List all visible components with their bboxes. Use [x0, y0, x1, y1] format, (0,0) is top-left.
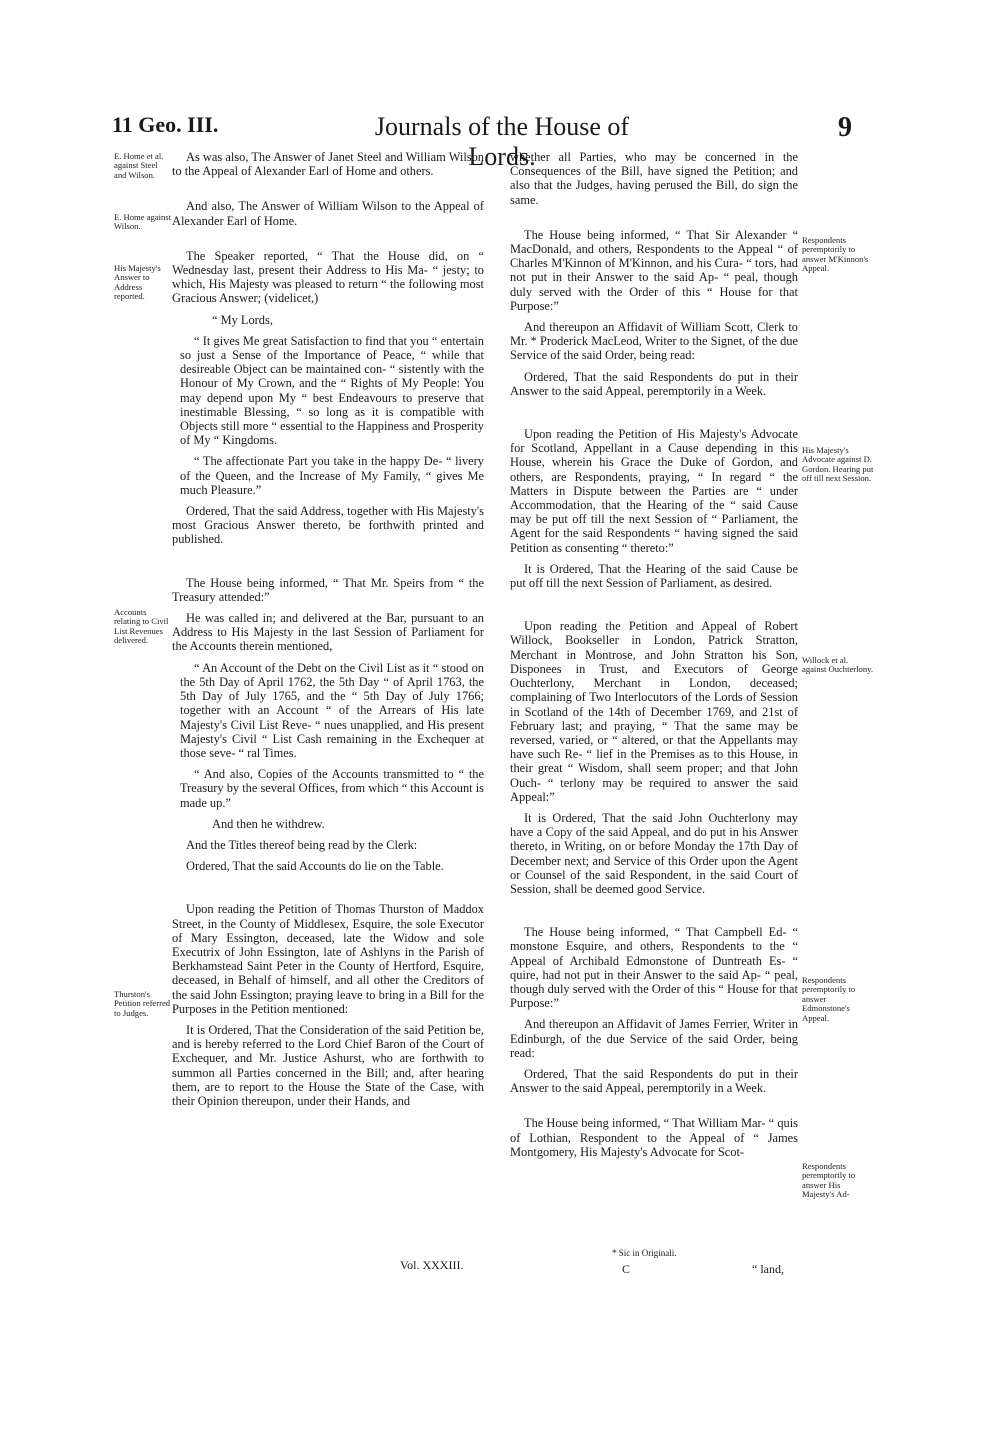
paragraph: “ And also, Copies of the Accounts transmitted to “ the Treasury by the several Offices, from which “ this Account is made up.” — [180, 767, 484, 810]
paragraph: Ordered, That the said Address, together with His Majesty's most Gracious Answer thereto, be forthwith printed and published. — [172, 504, 484, 547]
right-margin-note: Willock et al. against Ouchterlony. — [802, 655, 874, 675]
paragraph: whether all Parties, who may be concerned in the Consequences of the Bill, have signed the Petition; and also that the Judges, having perused the Bill, do sign the same. — [510, 150, 798, 207]
paragraph: Upon reading the Petition of Thomas Thurston of Maddox Street, in the County of Middlesex, Esquire, the sole Executor of Mary Essington, deceased, late the Widow and sole Executrix of John Essington, late of Ashlyns in the Parish of Berkhamstead Saint Peter in the County of Hertford, Esquire, deceased, in Behalf of himself, and all other the Creditors of the said John Essington; praying leave to bring in a Bill for the Purposes in the Petition mentioned: — [172, 902, 484, 1016]
paragraph: The House being informed, “ That Mr. Speirs from “ the Treasury attended:” — [172, 575, 484, 604]
left-margin-note: His Majesty's Answer to Address reported. — [114, 263, 161, 302]
regnal-year: 11 Geo. III. — [112, 112, 219, 137]
volume-number: Vol. XXXIII. — [400, 1258, 464, 1272]
paragraph: Upon reading the Petition of His Majesty's Advocate for Scotland, Appellant in a Cause depending in this House, wherein his Grace the Duke of Gordon, and others, are Respondents, praying, “ In regard “ the Matters in Dispute between the Parties are “ under Accommodation, that the Hearing of the “ said Cause may be put off till the next Session of “ Parliament, the Agent for the said Respondents “ having signed the said Petition as consenting “ thereto:” — [510, 427, 798, 555]
left-margin-note: Accounts relating to Civil List Revenues delivered. — [114, 607, 169, 646]
paragraph: It is Ordered, That the Consideration of the said Petition be, and is hereby referred to the Lord Chief Baron of the Court of Exchequer, and Mr. Justice Ashurst, who are forthwith to summon all Parties concerned in the Bill; and, after hearing them, are to report to the House the State of the Case, with their Opinion thereupon, under their Hands, and — [172, 1022, 484, 1108]
right-column — [510, 150, 798, 1166]
paragraph: And thereupon an Affidavit of James Ferrier, Writer in Edinburgh, of the due Service of the said Order, being read: — [510, 1017, 798, 1060]
catchword: “ land, — [752, 1262, 784, 1276]
paragraph: The House being informed, “ That Campbell Ed- “ monstone Esquire, and others, Respondents to the “ Appeal of Archibald Edmonstone of Duntreath Es- “ quire, had not put in their Answer to the said Ap- “ peal, though duly served with the Order of this “ House for that Purpose:” — [510, 925, 798, 1011]
salutation: “ My Lords, — [212, 312, 273, 327]
left-margin-note: Thurston's Petition referred to Judges. — [114, 989, 171, 1018]
right-margin-note: His Majesty's Advocate against D. Gordon. Hearing put off till next Session. — [802, 445, 874, 484]
paragraph: It is Ordered, That the Hearing of the said Cause be put off till the next Session of Parliament, as desired. — [510, 561, 798, 591]
paragraph: And thereupon an Affidavit of William Scott, Clerk to Mr. * Proderick MacLeod, Writer to the Signet, of the due Service of the said Order, being read: — [510, 320, 798, 363]
paragraph: “ The affectionate Part you take in the happy De- “ livery of the Queen, and the Increase of My Family, “ gives Me much Pleasure.” — [180, 454, 484, 497]
left-margin-note: E. Home et al. against Steel and Wilson. — [114, 151, 164, 180]
right-margin-note: Respondents peremptorily to answer M'Kinnon's Appeal. — [802, 235, 869, 274]
paragraph: Upon reading the Petition and Appeal of Robert Willock, Bookseller in London, Patrick Stratton, Merchant in Montrose, and John Stratton his Son, Disponees in Trust, and Executors of George Ouchterlony, Merchant in London, deceased; complaining of Two Interlocutors of the Lords of Session in Scotland of the 14th of December 1769, and 21st of February last; and praying, “ That the same may be reversed, varied, or “ altered, or that the Appellants may have such Re- “ lief in the Premises as to this House, in their great “ Wisdom, shall seem proper; and that John Ouch- “ terlony may be required to answer the said Appeal:” — [510, 619, 798, 804]
left-column — [172, 150, 484, 1115]
paragraph: “ An Account of the Debt on the Civil List as it “ stood on the 5th Day of April 1762, the 5th Day “ of April 1763, the 5th Day of July 1765, and the “ 5th Day of July 1766; together with an Account “ of the Arrears of His late Majesty's Civil List Reve- “ nues unapplied, and His present Majesty's Civil “ List Cash remaining in the Exchequer at those seve- “ ral Times. — [180, 660, 484, 760]
paragraph: The Speaker reported, “ That the House did, on “ Wednesday last, present their Address to His Ma- “ jesty; to which, His Majesty was pleased to return “ the following most Gracious Answer; (videlicet,) — [172, 248, 484, 306]
paragraph: Ordered, That the said Accounts do lie on the Table. — [186, 859, 444, 874]
paragraph: “ It gives Me great Satisfaction to find that you “ entertain so just a Sense of the Importance of Peace, “ while that desireable Object can be maintained con- “ sistently with the Honour of My Crown, and the “ Rights of My People: You may depend upon My “ best Endeavours to preserve that inestimable Blessing, “ so long as it is compatible with Objects still more “ essential to the Happiness and Prosperity of My “ Kingdoms. — [180, 333, 484, 448]
paragraph: Ordered, That the said Respondents do put in their Answer to the said Appeal, peremptorily in a Week. — [510, 369, 798, 398]
paragraph: He was called in; and delivered at the Bar, pursuant to an Address to His Majesty in the last Session of Parliament for the Accounts therein mentioned, — [172, 611, 484, 654]
paragraph: As was also, The Answer of Janet Steel and William Wilson to the Appeal of Alexander Earl of Home and others. — [172, 150, 484, 179]
page-title: Journals of the House of Lords. — [374, 112, 630, 171]
left-margin-note: E. Home against Wilson. — [114, 212, 172, 232]
paragraph: And the Titles thereof being read by the Clerk: — [186, 837, 418, 852]
right-margin-note: Respondents peremptorily to answer Edmonstone's Appeal. — [802, 975, 856, 1023]
paragraph: The House being informed, “ That William Mar- “ quis of Lothian, Respondent to the Appeal of “ James Montgomery, His Majesty's Advocate for Scot- — [510, 1116, 798, 1159]
paragraph: And also, The Answer of William Wilson to the Appeal of Alexander Earl of Home. — [172, 199, 484, 228]
right-margin-note: Respondents peremptorily to answer His Majesty's Ad- — [802, 1161, 856, 1200]
signature-mark: C — [622, 1262, 631, 1276]
paragraph: The House being informed, “ That Sir Alexander “ MacDonald, and others, Respondents to the Appeal “ of Charles M'Kinnon of M'Kinnon, and his Cura- “ tors, had not put in their Answer to the said Ap- “ peal, though duly served with the Order of this “ House for that Purpose:” — [510, 227, 798, 313]
paragraph: Ordered, That the said Respondents do put in their Answer to the said Appeal, peremptorily in a Week. — [510, 1066, 798, 1096]
page-number: 9 — [838, 112, 852, 143]
paragraph: It is Ordered, That the said John Ouchterlony may have a Copy of the said Appeal, and do put in his Answer thereto, in Writing, on or before Monday the 17th Day of December next; and Service of this Order upon the Agent or Counsel of the said Respondent, in the said Court of Session, shall be deemed good Service. — [510, 810, 798, 896]
paragraph: And then he withdrew. — [212, 816, 325, 831]
footnote: * Sic in Originali. — [612, 1248, 677, 1258]
